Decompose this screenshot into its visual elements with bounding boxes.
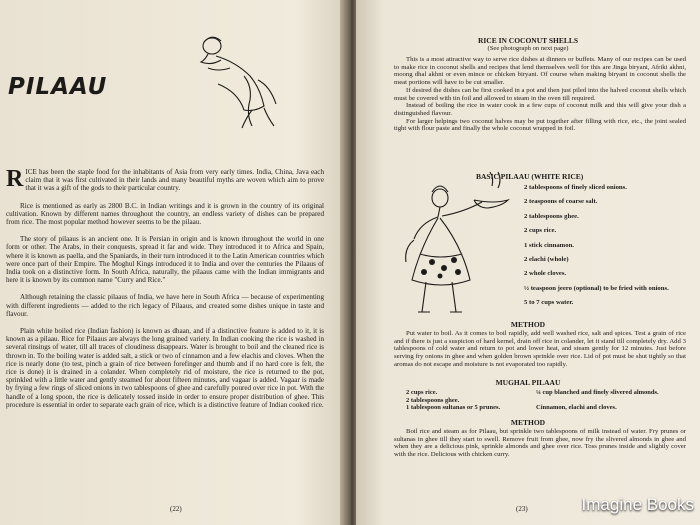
intro-paragraph: For larger helpings two coconut halves may be put together after filling with rice, etc., the joint sealed tight with flour paste and finally the whole coconut wrapped in foil.: [394, 117, 686, 133]
intro-paragraph: If desired the dishes can be first cooked in a pot and then just piled into the halved coconut shells which must be covered with tin foil and allowed to steam in the oven till required.: [394, 86, 686, 102]
ingredient-item: 2 tablespoons ghee.: [406, 396, 460, 404]
paragraph-4: Although retaining the classic pilaaus of India, we have here in South Africa — because of experimenting with different ingredients — added to the rich legacy of Pilaaus, and created some dishes unique in taste and flavour.: [6, 293, 324, 318]
ingredient-item: 1 stick cinnamon.: [524, 241, 574, 249]
ingredient-item: 2 cups rice.: [406, 389, 438, 396]
paragraph-1: [6, 168, 324, 193]
cook-illustration: [396, 158, 520, 330]
left-page: [0, 0, 348, 525]
waiter-illustration: [186, 32, 286, 130]
ingredient-item: Cinnamon, elachi and cloves.: [536, 404, 617, 412]
page-title: PILAAU: [8, 74, 108, 100]
intro-paragraph: Instead of boiling the rice in water cook in a few cups of coconut milk and this will give your dish a distinguished flavour.: [394, 102, 686, 117]
paragraph-2: Rice is mentioned as early as 2800 B.C. in Indian writings and it is grown in the country of its original cultivation. Known by different names throughout the country, an endless variety of dishes can be prepared from rice. The most popular method however seems to be the pilaau.: [6, 201, 324, 227]
method-title: METHOD: [510, 320, 546, 329]
intro-text: [6, 168, 324, 418]
basic-pilaau-title: BASIC PILAAU (WHITE RICE): [476, 172, 584, 181]
ingredient-item: 2 tablespoons of finely sliced onions.: [524, 184, 627, 191]
ingredient-item: 2 elachi (whole): [524, 256, 569, 264]
basic-ingredients-list: [524, 184, 694, 314]
ingredient-item: 2 teaspoons of coarse salt.: [524, 198, 598, 206]
paragraph-3: The story of pilaaus is an ancient one. It is Persian in origin and is known throughout the world in one form or other. The Arabs, in their conquests, spread it far and wide. They introduced it to Africa and Spain, where it is known as paella, and the Spaniards, in their turn introduced it to the Latin American countries which were once part of their Empire. The Moghul Kings introduced it to India and over the centuries the Pilaaus of India took on a distinctive form. In South Africa, naturally, the pilaaus came with the Indian immigrants and here it is known by its common name "Curry and Rice.": [6, 235, 324, 285]
method-paragraph: Put water to boil. As it comes to boil rapidly, add well washed rice, salt and spices. Test a grain of rice and if there is just a suspicion of hard kernel, drain off rice in colander, let it stand till completely dry. Add 3 tablespoons of cold water and return to pot and lower heat, and steam gently for 12 minutes. Just before serving fry onions in ghee and when golden brown sprinkle over rice. Lid of pot must be shut tightly so that aromas do not escape and moisture is not evaporated too rapidly.: [394, 330, 686, 368]
ingredient-item: 1 tablespoon sultanas or 5 prunes.: [406, 404, 501, 412]
intro-paragraph: This is a most attractive way to serve rice dishes at dinners or buffets. Many of our recipes can be used to make rice in coconut shells and recipes that lend themselves well for this are Jinga biryani, Afriki akhni, moong dhal akhni or even mince or chicken biryani. Of course when making biryani in coconut shells the meat portions will have to be cut smaller.: [394, 56, 686, 87]
watermark-text: Imagine Books: [581, 495, 694, 514]
right-page: [356, 0, 700, 525]
method2-paragraph: Boil rice and steam as for Pilaau, but sprinkle two tablespoons of milk instead of water. Fry prunes or sultanas in ghee till they start to swell. Remove fruit from ghee, now fry the slivered almonds in ghee and when they are a delicious pink, sprinkle almonds and ghee over rice. Toss prunes inside and slightly cover with the rice. Delicious with chicken curry.: [394, 428, 686, 459]
page-number-left: (22): [170, 505, 182, 513]
coconut-shells-text: [394, 56, 686, 133]
ingredient-item: 2 cups rice.: [524, 227, 557, 235]
page-number-right: (23): [516, 505, 528, 513]
ingredient-item: ¼ cup blanched and finely slivered almonds.: [536, 389, 659, 396]
recipe-subheading: (See photograph on next page): [487, 45, 569, 52]
ingredient-item: 5 to 7 cups water.: [524, 299, 574, 307]
ingredient-item: ½ teaspoon jeero (optional) to be fried with onions.: [524, 284, 669, 292]
ingredient-item: 2 whole cloves.: [524, 270, 567, 278]
mughal-pilaau-title: MUGHAL PILAAU: [495, 378, 561, 387]
drop-cap: R: [6, 166, 24, 192]
mughal-ingredients-list: [406, 389, 676, 412]
method2-title: METHOD: [510, 418, 546, 427]
method-text: [394, 330, 686, 369]
ingredient-item: [536, 397, 676, 405]
method2-text: [394, 428, 686, 459]
paragraph-5: Plain white boiled rice (Indian fashion) is known as dhaan, and if a distinctive feature is added to it, it is known as a pilaau. Rice for Pilaaus are always the long grained variety. In Indian cooking the rice is washed in several rinsings of water, till all traces of cloudiness disappears. Water is brought to boil and the cleaned rice is thrown in. To the boiling water is added salt, a stick or two of cinnamon and a few elachis and cloves. When the rice is nearly done (to test, pinch a grain of rice between forefinger and thumb and if no hard core is felt, the rice is done) it is drained in a colander. When completely rid of moisture, the rice is returned to the pot, sprinkled with a little water and gently steamed for about fifteen minutes, and vagaar is added. Vagaar is made by frying a few rings of sliced onions in two tablespoons of ghee and carefully poured over rice in pot. With the handle of a long spoon, the rice is delicately tossed inside in order to ensure proper distribution of ghee. This procedure is essential in order to separate each grain of rice, which is a distinctive feature of Indian cooked rice.: [6, 327, 324, 409]
recipe-heading: RICE IN COCONUT SHELLS: [477, 36, 579, 45]
ingredient-item: 2 tablespoons ghee.: [524, 212, 579, 220]
paragraph-text: ICE has been the staple food for the inhabitants of Asia from very early times. India, China, Java each claim that it was first cultivated in their lands and many beautiful myths are woven which aim to prove that it was a gift of the gods to their particular country.: [25, 168, 324, 193]
